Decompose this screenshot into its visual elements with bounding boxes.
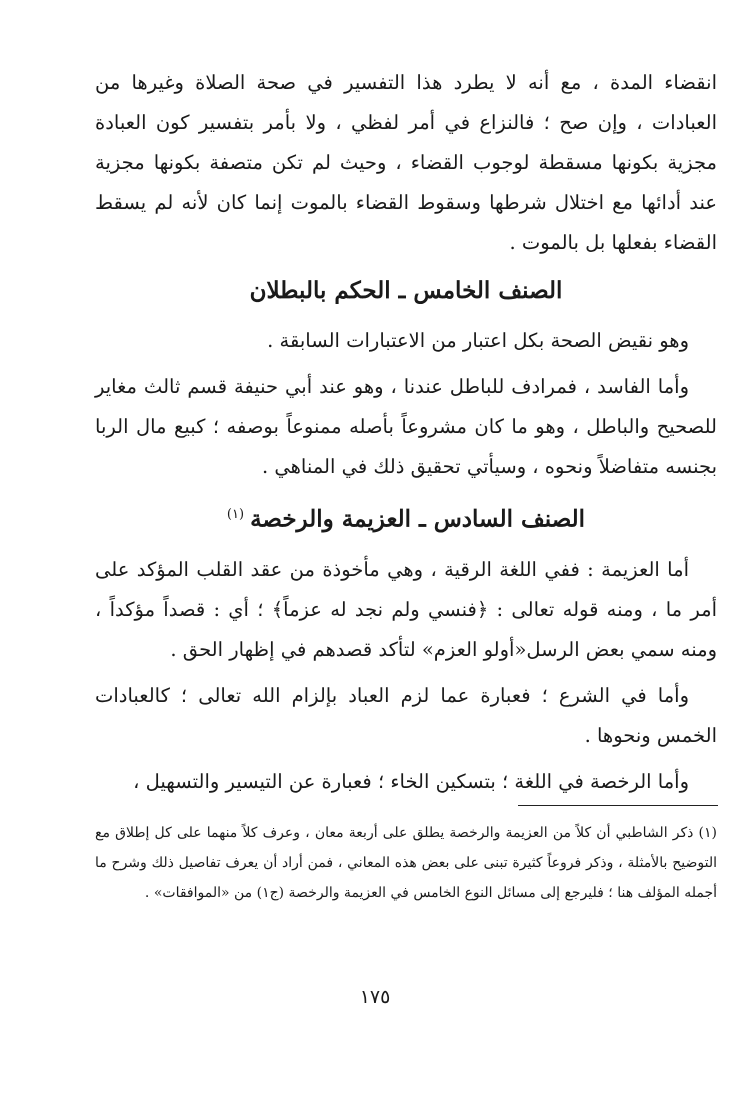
paragraph: أما العزيمة : ففي اللغة الرقية ، وهي مأخوذة من عقد القلب المؤكد على أمر ما ، ومنه قوله تعالى : ﴿فنسي ولم نجد له عزماً﴾ ؛ أي : قصداً مؤكداً ، ومنه سمي بعض الرسل«أولو العزم» لتأكد قصدهم في إظهار الحق . <box>95 557 717 661</box>
paragraph: وأما في الشرع ؛ فعبارة عما لزم العباد بإلزام الله تعالى ؛ كالعبادات الخمس ونحوها . <box>95 683 717 747</box>
section-heading-5: الصنف الخامس ـ الحكم بالبطلان <box>249 277 563 304</box>
paragraph: وأما الرخصة في اللغة ؛ بتسكين الخاء ؛ فعبارة عن التيسير والتسهيل ، <box>133 769 689 793</box>
section-heading-6 <box>95 495 717 540</box>
page-number: ١٧٥ <box>359 986 391 1008</box>
intro-paragraph: انقضاء المدة ، مع أنه لا يطرد هذا التفسير في صحة الصلاة وغيرها من العبادات ، وإن صح ؛ فالنزاع في أمر لفظي ، ولا بأمر بتفسير كون العبادة مجزية بكونها مسقطة لوجوب القضاء ، وحيث لم تكن متصفة بكونها مجزية عند أدائها مع اختلال شرطها وسقوط القضاء بالموت إنما كان لأنه لم يسقط القضاء بفعلها بل بالموت . <box>95 71 717 254</box>
footnote-divider <box>518 805 718 806</box>
footnote: (١) ذكر الشاطبي أن كلاً من العزيمة والرخصة يطلق على أربعة معان ، وعرف كلاً منهما على كل إطلاق مع التوضيح بالأمثلة ، وذكر فروعاً كثيرة تبنى على بعض هذه المعاني ، فمن أراد أن يعرف تفاصيل ذلك وشرح ما أجمله المؤلف هنا ؛ فليرجع إلى مسائل النوع الخامس في العزيمة والرخصة (ج١) من «الموافقات» . <box>95 825 717 901</box>
paragraph: وأما الفاسد ، فمرادف للباطل عندنا ، وهو عند أبي حنيفة قسم ثالث مغاير للصحيح والباطل ، وهو ما كان مشروعاً بأصله ممنوعاً بوصفه ؛ كبيع مال الربا بجنسه متفاضلاً ونحوه ، وسيأتي تحقيق ذلك في المناهي . <box>95 375 717 478</box>
section-heading-6-title: الصنف السادس ـ العزيمة والرخصة <box>250 505 586 533</box>
main-text <box>95 63 717 802</box>
paragraph: وهو نقيض الصحة بكل اعتبار من الاعتبارات السابقة . <box>267 329 689 352</box>
footnote-marker[interactable]: (١) <box>226 507 245 522</box>
